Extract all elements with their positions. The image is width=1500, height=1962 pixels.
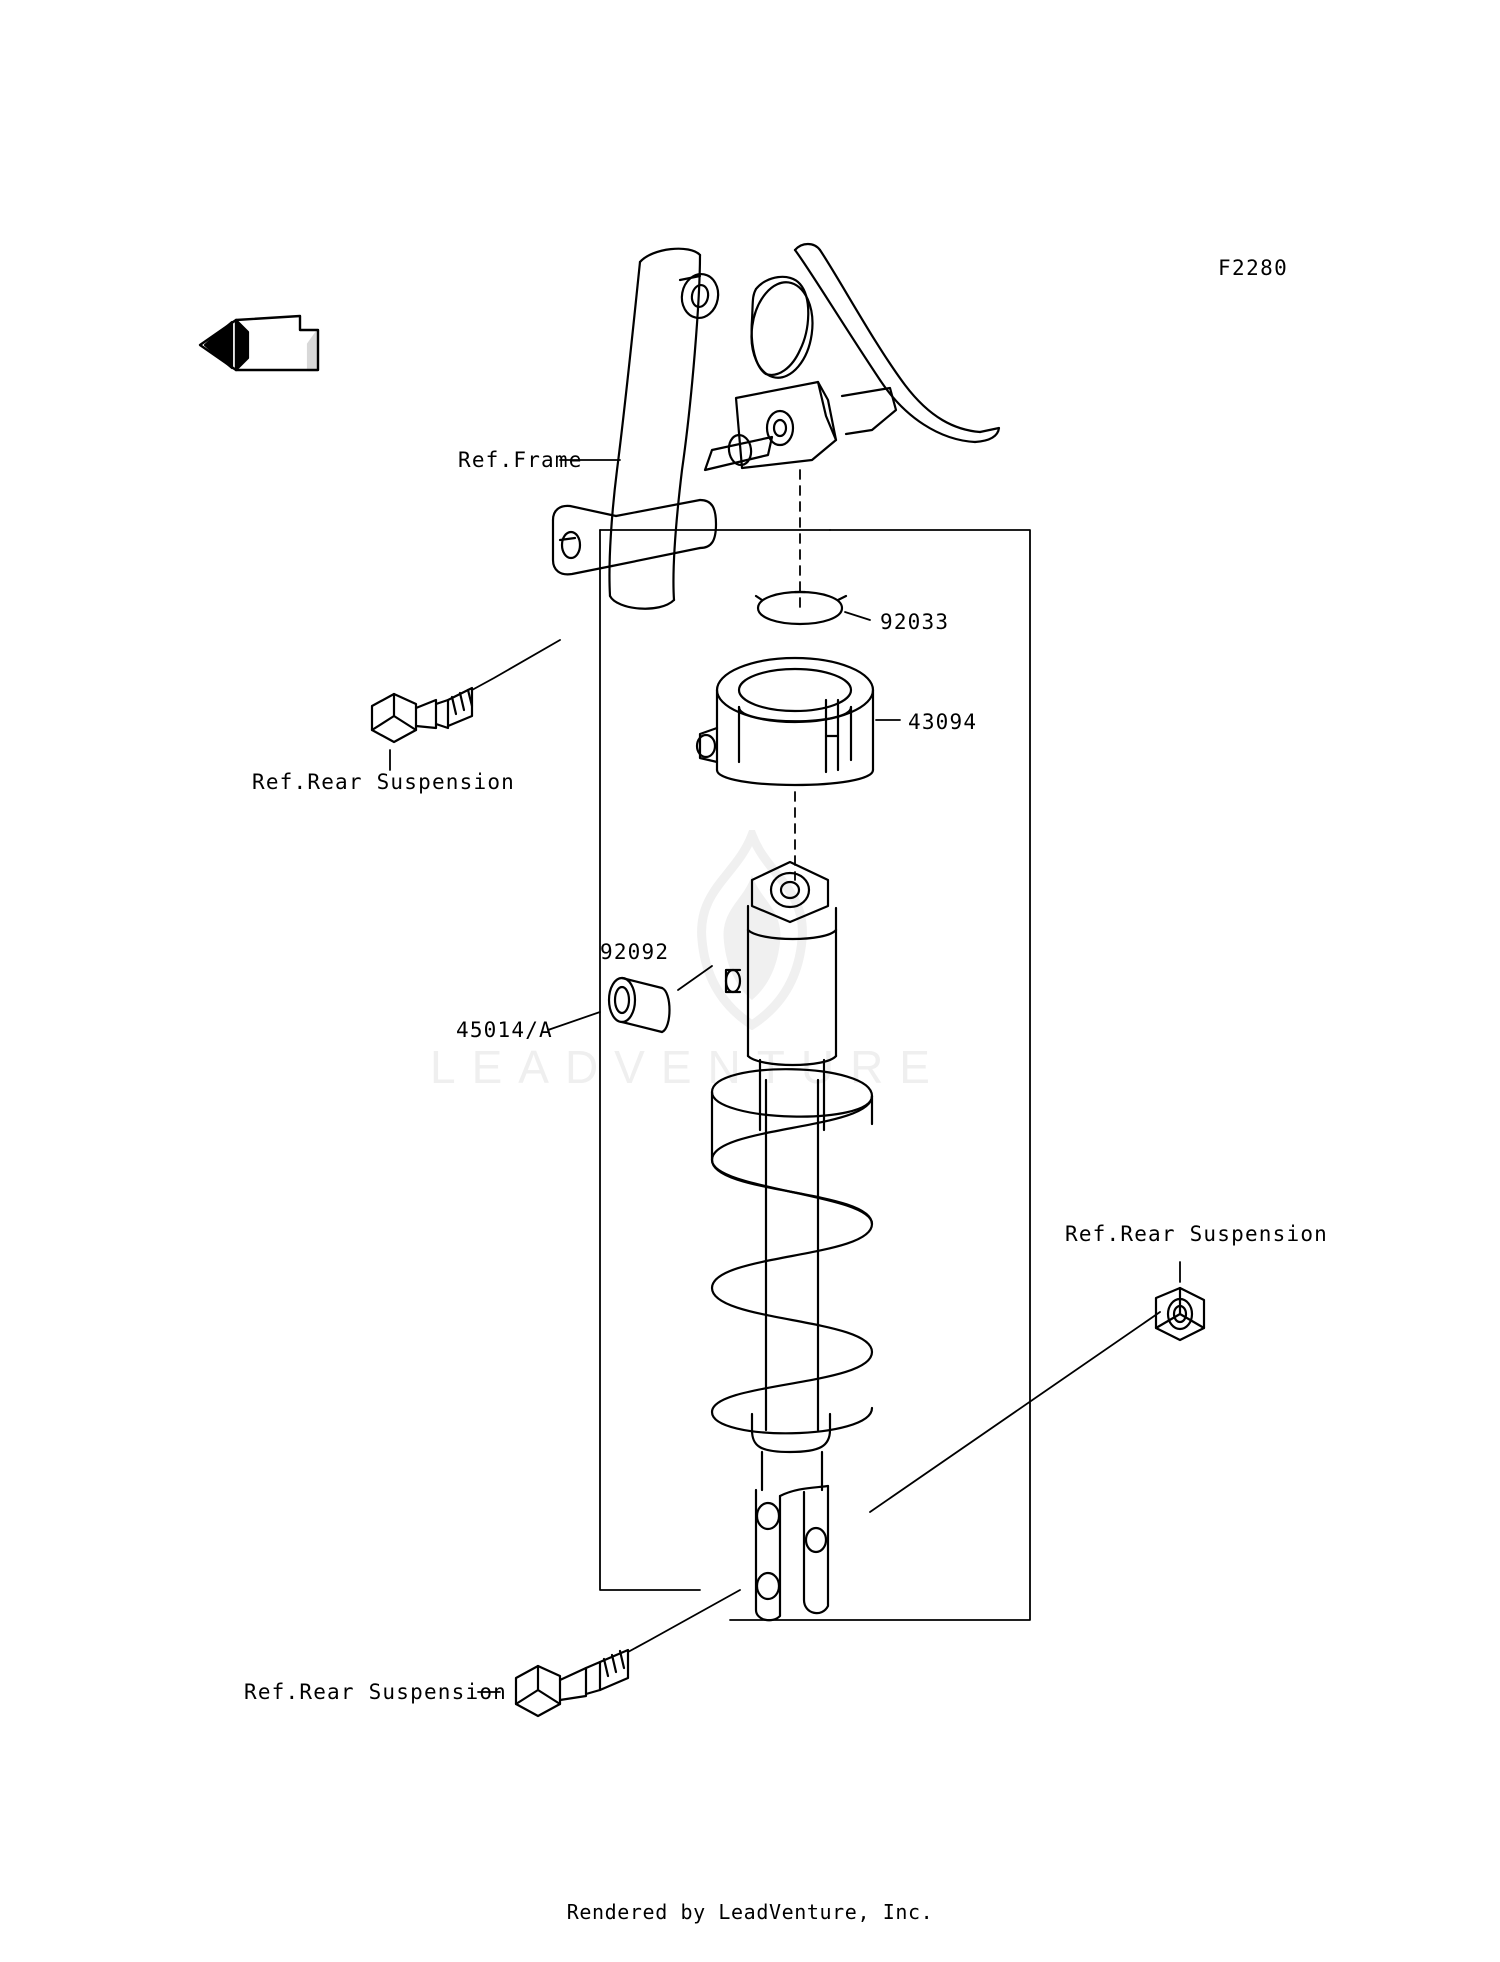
label-part-92033: 92033 [880, 610, 950, 634]
part-92033-circlip [756, 592, 846, 624]
label-part-45014: 45014/A [456, 1018, 553, 1042]
label-ref-rear-suspension-left: Ref.Rear Suspension [252, 770, 516, 794]
footer-credit: Rendered by LeadVenture, Inc. [566, 1900, 934, 1924]
label-ref-rear-suspension-bottom: Ref.Rear Suspension [244, 1680, 508, 1704]
front-arrow-icon [200, 316, 318, 370]
label-part-92092: 92092 [600, 940, 670, 964]
upper-left-bolt [372, 688, 472, 742]
bottom-bolt [516, 1650, 628, 1716]
watermark-text: LEADVENTURE [430, 1041, 946, 1093]
label-ref-frame: Ref.Frame [458, 448, 583, 472]
right-nut [1156, 1288, 1204, 1340]
part-92092-bushing [609, 978, 670, 1032]
frame-part [553, 244, 999, 609]
label-ref-rear-suspension-right: Ref.Rear Suspension [1065, 1222, 1329, 1246]
figure-code: F2280 [1218, 256, 1289, 280]
part-43094-collar [697, 658, 873, 785]
part-45014-shock-absorber [712, 862, 872, 1620]
assembly-bracket [600, 530, 1030, 1620]
label-part-43094: 43094 [908, 710, 978, 734]
